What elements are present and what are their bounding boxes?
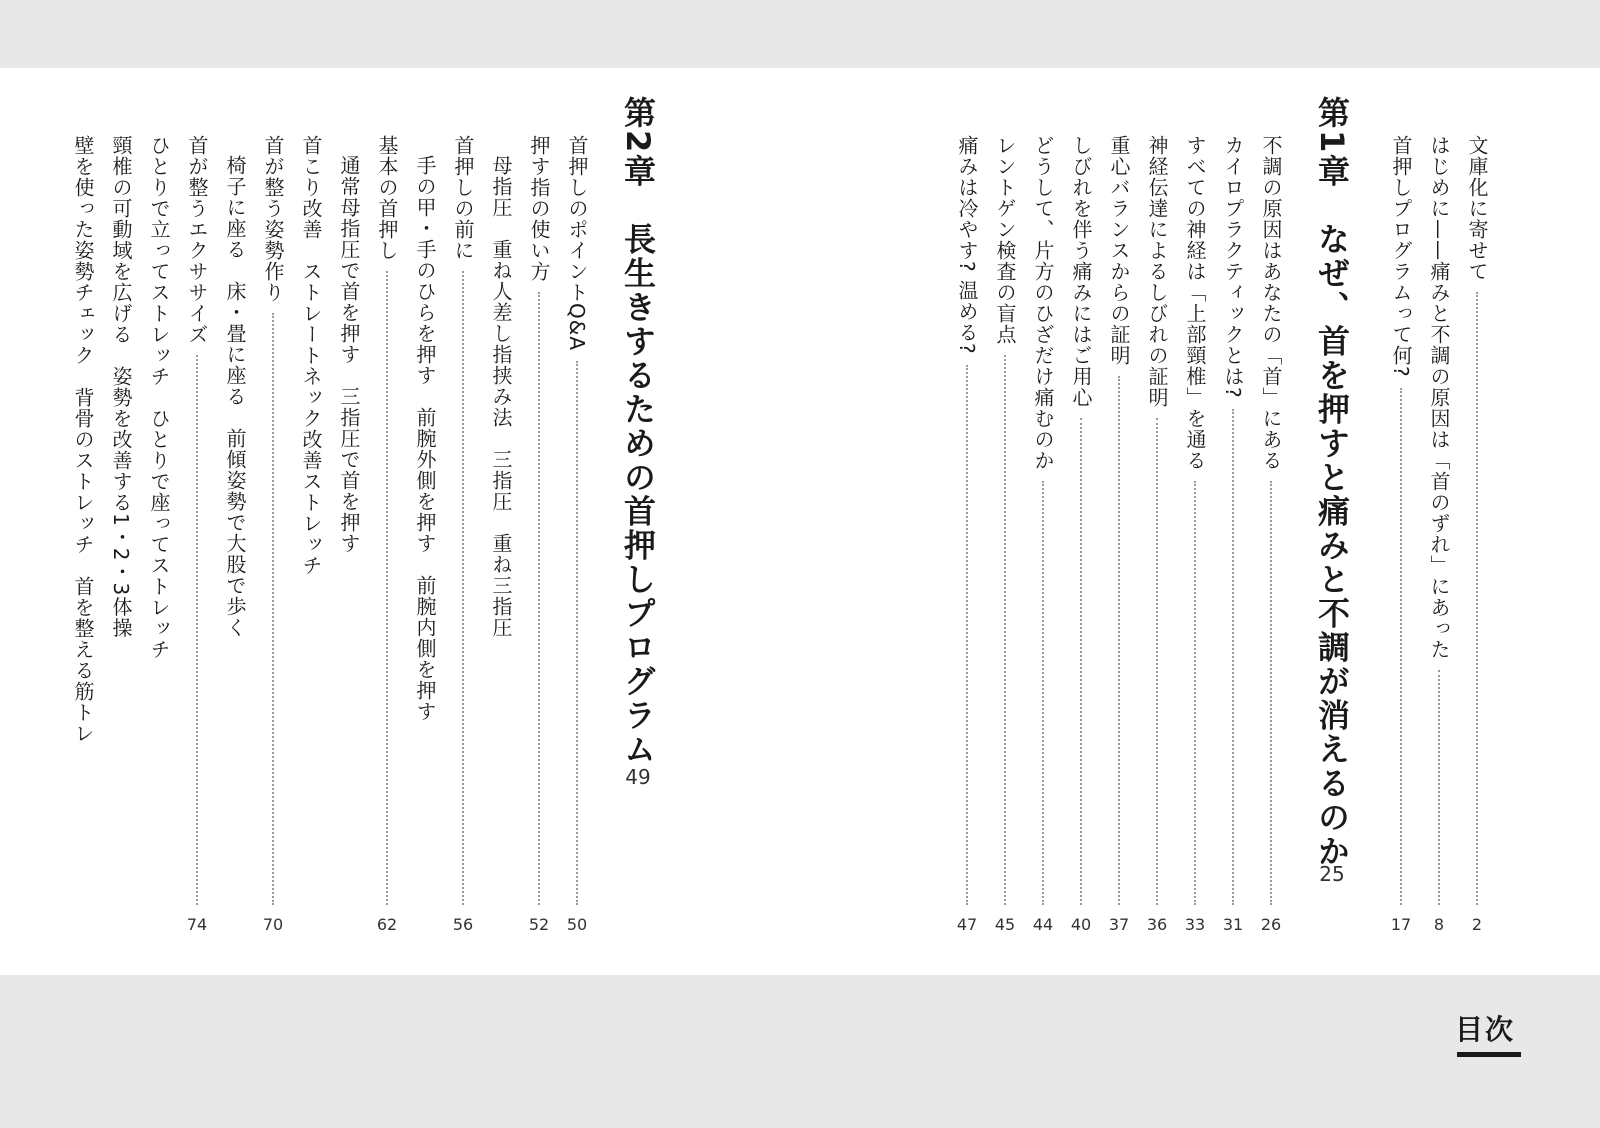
toc-entry[interactable] (372, 135, 402, 935)
toc-entry-label: 首が整うエクササイズ (185, 135, 209, 345)
leader-dots (966, 365, 968, 905)
toc-entry-page: 74 (186, 915, 208, 934)
toc-subentry-label: 母指圧 重ね人差し指挟み法 三指圧 重ね三指圧 (489, 155, 513, 638)
toc-entry-label: はじめに——痛みと不調の原因は「首のずれ」にあった (1427, 135, 1451, 660)
top-margin-band (0, 0, 1600, 68)
leader-dots (1004, 355, 1006, 905)
leader-dots (1232, 409, 1234, 905)
toc-subentry-label: 壁を使った姿勢チェック 背骨のストレッチ 首を整える筋トレ (71, 135, 95, 744)
toc-entry-label: 首押しの前に (451, 135, 475, 261)
leader-dots (1156, 418, 1158, 905)
toc-subentry[interactable] (144, 135, 174, 935)
toc-subentry[interactable] (220, 155, 250, 935)
leader-dots (272, 313, 274, 905)
toc-entry[interactable] (1462, 135, 1492, 935)
toc-entry[interactable] (448, 135, 478, 935)
toc-entry-page: 8 (1433, 915, 1445, 934)
toc-entry-page: 45 (994, 915, 1016, 934)
toc-entry[interactable] (1180, 135, 1210, 935)
toc-heading-underline (1457, 1052, 1521, 1057)
toc-entry-label: 基本の首押し (375, 135, 399, 261)
toc-entry[interactable] (562, 135, 592, 935)
toc-entry[interactable] (1386, 135, 1416, 935)
bottom-margin-band (0, 975, 1600, 1128)
toc-entry-label: 不調の原因はあなたの「首」にある (1259, 135, 1283, 471)
toc-entry-page: 31 (1222, 915, 1244, 934)
toc-subentry[interactable] (68, 135, 98, 935)
toc-subentry-label: 椅子に座る 床・畳に座る 前傾姿勢で大股で歩く (223, 155, 247, 638)
chapter-1-page: 25 (1319, 862, 1345, 886)
chapter-1-title[interactable]: 第1章 なぜ、首を押すと痛みと不調が消えるのか (1313, 96, 1351, 869)
toc-subentry[interactable] (486, 155, 516, 935)
toc-entry[interactable] (952, 135, 982, 935)
toc-entry-label: 首押しプログラムって何? (1389, 135, 1413, 378)
toc-entry-page: 44 (1032, 915, 1054, 934)
toc-entry[interactable] (182, 135, 212, 935)
chapter-2-title[interactable]: 第2章 長生きするための首押しプログラム (619, 96, 657, 767)
toc-entry-page: 37 (1108, 915, 1130, 934)
toc-subentry-label: 首こり改善 ストレートネック改善ストレッチ (299, 135, 323, 576)
toc-subentry[interactable] (106, 135, 136, 935)
toc-entry-label: すべての神経は「上部頸椎」を通る (1183, 135, 1207, 471)
toc-subentry[interactable] (296, 135, 326, 935)
toc-entry-label: 痛みは冷やす? 温める? (955, 135, 979, 355)
toc-entry-page: 47 (956, 915, 978, 934)
leader-dots (1042, 481, 1044, 905)
toc-entry[interactable] (1066, 135, 1096, 935)
toc-entry-label: 文庫化に寄せて (1465, 135, 1489, 282)
leader-dots (386, 271, 388, 905)
toc-entry-page: 50 (566, 915, 588, 934)
toc-entry-label: カイロプラクティックとは? (1221, 135, 1245, 399)
toc-entry-label: 押す指の使い方 (527, 135, 551, 282)
toc-subentry-label: 頸椎の可動域を広げる 姿勢を改善する1・2・3体操 (109, 135, 133, 639)
toc-entry[interactable] (1424, 135, 1454, 935)
toc-entry-page: 17 (1390, 915, 1412, 934)
toc-entry-page: 36 (1146, 915, 1168, 934)
toc-subentry[interactable] (410, 155, 440, 935)
toc-entry-page: 56 (452, 915, 474, 934)
toc-entry-page: 40 (1070, 915, 1092, 934)
toc-entry[interactable] (1142, 135, 1172, 935)
toc-subentry-label: ひとりで立ってストレッチ ひとりで座ってストレッチ (147, 135, 171, 660)
toc-entry-page: 52 (528, 915, 550, 934)
toc-entry[interactable] (990, 135, 1020, 935)
leader-dots (1080, 418, 1082, 905)
toc-entry-page: 2 (1471, 915, 1483, 934)
leader-dots (462, 271, 464, 905)
toc-entry-label: 重心バランスからの証明 (1107, 135, 1131, 366)
leader-dots (576, 361, 578, 905)
toc-entry[interactable] (1256, 135, 1286, 935)
leader-dots (538, 292, 540, 905)
toc-entry-label: レントゲン検査の盲点 (993, 135, 1017, 345)
toc-entry[interactable] (258, 135, 288, 935)
toc-subentry-label: 手の甲・手のひらを押す 前腕外側を押す 前腕内側を押す (413, 155, 437, 722)
toc-entry-label: 首押しのポイントQ&A (565, 135, 589, 352)
toc-subentry-label: 通常母指圧で首を押す 三指圧で首を押す (337, 155, 361, 554)
toc-entry[interactable] (1028, 135, 1058, 935)
toc-entry-page: 26 (1260, 915, 1282, 934)
leader-dots (1194, 481, 1196, 905)
toc-entry-page: 62 (376, 915, 398, 934)
leader-dots (1476, 292, 1478, 905)
toc-entry-label: 首が整う姿勢作り (261, 135, 285, 303)
leader-dots (196, 355, 198, 905)
leader-dots (1400, 388, 1402, 905)
leader-dots (1438, 670, 1440, 905)
toc-entry[interactable] (1104, 135, 1134, 935)
toc-entry-page: 33 (1184, 915, 1206, 934)
toc-entry-label: 神経伝達によるしびれの証明 (1145, 135, 1169, 408)
leader-dots (1270, 481, 1272, 905)
toc-heading: 目次 (1455, 1013, 1516, 1046)
toc-entry[interactable] (524, 135, 554, 935)
toc-entry-label: どうして、片方のひざだけ痛むのか (1031, 135, 1055, 471)
chapter-2-page: 49 (625, 765, 651, 789)
toc-entry[interactable] (1218, 135, 1248, 935)
toc-entry-page: 70 (262, 915, 284, 934)
toc-entry-label: しびれを伴う痛みにはご用心 (1069, 135, 1093, 408)
leader-dots (1118, 376, 1120, 905)
toc-subentry[interactable] (334, 155, 364, 935)
